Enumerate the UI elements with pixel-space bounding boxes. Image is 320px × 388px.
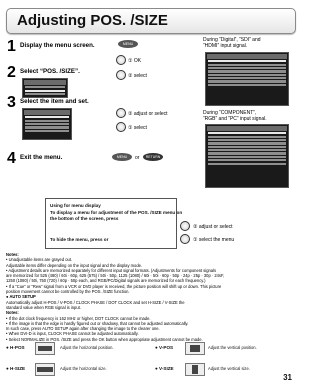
notes-section [6, 252, 294, 342]
note-line: • If a “Cue” or “Rew” signal from a VCR or DVD player is received, the picture position will shift up or down. This picture [6, 283, 222, 289]
return-button[interactable]: RETURN [143, 153, 163, 161]
h-size-heading: ● H-SIZE [6, 366, 26, 371]
note-line: Automatically adjust H-POS / V-POS / CLOCK PHASE / DOT CLOCK and set H-SIZE / V-SIZE the [6, 299, 185, 305]
component-caption-2: “RGB” and “PC” input signal. [203, 116, 267, 122]
auto-setup-heading: ● AUTO SETUP [6, 294, 36, 300]
step-4-number: 4 [7, 150, 16, 167]
note-line: Notes: [6, 310, 19, 316]
v-pos-thumbnail [185, 342, 205, 355]
info-line-4: To hide the menu, press or [50, 237, 109, 242]
select-caption [128, 73, 147, 79]
note-line: • When DVI-D is input, CLOCK PHASE cannot be adjusted automatically. [6, 331, 139, 337]
step-1-number: 1 [7, 38, 16, 55]
note-line: Adjustable items differ depending on the input signal and the display mode. [6, 262, 143, 268]
step-2-text: Select “POS. /SIZE”. [20, 68, 80, 75]
select2-caption-text: select [133, 125, 147, 131]
info-line-3: the bottom of the screen, press [50, 216, 119, 221]
step-4-text: Exit the menu. [20, 154, 63, 161]
v-pos-heading: ● V-POS [155, 345, 174, 350]
step-3-text: Select the item and set. [20, 98, 89, 105]
select2-caption [128, 125, 147, 131]
h-size-desc: Adjust the horizontal size. [60, 366, 107, 371]
adjust-caption [128, 111, 168, 117]
number-2-icon-b: ② [128, 111, 133, 117]
h-pos-thumbnail [35, 342, 55, 355]
h-size-thumbnail [35, 363, 55, 376]
info-line-2: To display a menu for adjustment of the POS. /SIZE menu on [50, 210, 183, 215]
digital-caption-2: “HDMI” input signal. [203, 43, 248, 49]
note-line: Notes: [6, 252, 19, 257]
menu-screen-component [205, 124, 289, 188]
info-select-caption [193, 237, 234, 243]
select-button-icon [116, 70, 126, 80]
menu-button-exit[interactable]: MENU [112, 153, 132, 161]
info-line-1: Using for menu display [50, 203, 101, 208]
component-caption-1: During “COMPONENT”, [203, 110, 257, 116]
select-caption-text: select [133, 73, 147, 79]
note-line: • Select NORMALIZE in POS. /SIZE and press the OK button when appropriate adjustment cannot be made. [6, 336, 203, 342]
note-line: • Unadjustable items are grayed out. [6, 257, 73, 263]
select-button-icon-c [180, 234, 190, 244]
number-2-icon-c: ② [193, 224, 198, 230]
or-text: or [135, 155, 140, 161]
number-1-icon-b: ① [128, 125, 133, 131]
h-pos-desc: Adjust the horizontal position. [60, 345, 114, 350]
info-adjust-caption-text: adjust or select [198, 224, 233, 230]
note-line: • If the dot clock frequency is 162 MHz or higher, DOT CLOCK cannot be made. [6, 315, 151, 321]
v-size-thumbnail [185, 363, 205, 376]
menu-screen-digital [205, 52, 289, 106]
page-number: 31 [283, 373, 292, 382]
ok-button-icon [116, 55, 126, 65]
note-line: are memorized for 525 (480) / 60i · 60p, 625 (575) / 50i · 50p, 1125 (1080) / 60i · 50i · 60p · 50p · 24p · 25p · 30p · 24sF, [6, 273, 225, 279]
note-line: standard value when RGB signal is input. [6, 304, 81, 310]
v-size-desc: Adjust the vertical size. [208, 366, 250, 371]
note-line: • If the image is that the edge is hardly figured out or shadowy, that cannot be adjusted automatically. [6, 320, 189, 326]
note-line: • Adjustment details are memorized separately for different input signal formats. (Adjustments for component signals [6, 267, 217, 273]
page-title-bar [6, 8, 296, 34]
select-button-icon-b [116, 122, 126, 132]
adjust-caption-text: adjust or select [133, 111, 168, 117]
info-select-caption-text: select the menu [198, 237, 235, 243]
v-pos-desc: Adjust the vertical position. [208, 345, 257, 350]
note-line: position movement cannot be controlled by the POS. /SIZE function. [6, 289, 130, 295]
h-pos-heading: ● H-POS [6, 345, 25, 350]
ok-caption-text: OK [133, 58, 142, 64]
note-line: 1250 (1080) / 50i, 750 (720) / 60p · 50p each, and RGB/PC/Digital signals are memorized for each frequency.) [6, 278, 206, 284]
ok-caption [128, 58, 141, 64]
number-1-icon: ① [128, 58, 133, 64]
v-size-heading: ● V-SIZE [155, 366, 174, 371]
digital-caption-1: During “Digital”, “SDI” and [203, 37, 261, 43]
page-title: Adjusting POS. /SIZE [17, 12, 168, 29]
step-3-number: 3 [7, 94, 16, 111]
note-line: In such case, press AUTO SETUP again after changing the image to the clearer one. [6, 326, 160, 332]
number-2-icon: ② [128, 73, 133, 79]
number-1-icon-c: ① [193, 237, 198, 243]
menu-screen-thumb-1 [22, 78, 68, 98]
menu-display-info-box [45, 198, 183, 249]
step-1-text: Display the menu screen. [20, 42, 95, 49]
info-adjust-caption [193, 224, 233, 230]
menu-screen-thumb-2 [22, 108, 72, 140]
adjust-button-icon-c [180, 221, 190, 231]
step-2-number: 2 [7, 64, 16, 81]
menu-button[interactable]: MENU [118, 40, 138, 48]
adjust-button-icon [116, 108, 126, 118]
